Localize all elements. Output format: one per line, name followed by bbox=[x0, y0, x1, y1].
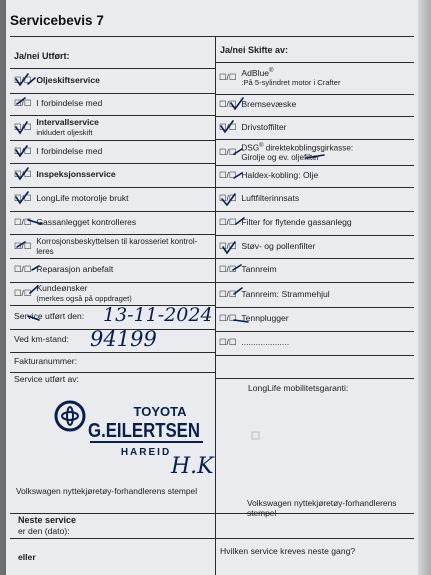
row-rule bbox=[215, 235, 414, 236]
item-sublabel: leres bbox=[36, 246, 54, 256]
item-label: Tennplugger bbox=[241, 313, 289, 324]
checkbox-pair[interactable]: ☐/☐ bbox=[14, 122, 32, 133]
item-sublabel: Girolje og ev. oljefilter bbox=[241, 152, 320, 162]
toyota-logo-icon bbox=[56, 402, 84, 430]
checklist-row bbox=[14, 165, 214, 185]
item-label: Drivstoffilter bbox=[241, 121, 287, 132]
item-sublabel: :På 5-sylindret motor i Crafter bbox=[241, 78, 341, 88]
right-stamp-caption bbox=[247, 497, 413, 521]
checkbox-pair[interactable]: ☐/☐ bbox=[219, 337, 237, 348]
checkbox-pair[interactable]: ☐/☐ bbox=[14, 264, 32, 275]
left-stamp-caption bbox=[16, 485, 212, 499]
next-service-header: Neste service bbox=[18, 514, 77, 525]
item-label: Filter for flytende gassanlegg bbox=[241, 217, 352, 228]
which-service-row bbox=[220, 545, 412, 559]
checkbox-pair[interactable]: ☐/☐ bbox=[219, 240, 237, 251]
row-rule bbox=[215, 94, 414, 95]
row-rule bbox=[215, 258, 414, 259]
row-rule bbox=[215, 62, 414, 63]
checkbox-pair[interactable]: ☐/☐ bbox=[219, 288, 237, 299]
item-label: I forbindelse med bbox=[36, 98, 103, 109]
checklist-row bbox=[219, 237, 413, 256]
page-title: Servicebevis 7 bbox=[10, 13, 104, 28]
item-label: Intervallservice bbox=[36, 117, 99, 128]
checklist-row bbox=[14, 95, 214, 113]
item-label: Haldex-kobling: Olje bbox=[241, 170, 319, 181]
dealer-stamp bbox=[48, 396, 214, 479]
item-label: Tannreim: Strammehjul bbox=[241, 288, 330, 299]
or-row bbox=[18, 552, 98, 564]
item-label: Tannreim bbox=[241, 264, 277, 275]
item-label: Inspeksjonsservice bbox=[36, 169, 116, 180]
checklist-row bbox=[219, 118, 413, 137]
checkbox-pair[interactable]: ☐/☐ bbox=[14, 217, 32, 228]
item-label: .................... bbox=[241, 337, 290, 348]
checklist-row bbox=[219, 309, 413, 329]
item-label: AdBlue bbox=[241, 67, 270, 78]
item-label: Kundeønsker bbox=[36, 282, 88, 293]
service-date-value[interactable]: 13-11-2024 bbox=[103, 304, 213, 326]
item-superscript: ® bbox=[259, 142, 264, 149]
page-edge bbox=[418, 0, 431, 575]
row-rule bbox=[10, 140, 215, 141]
item-sublabel: (merkes også på oppdraget) bbox=[36, 293, 132, 303]
which-service-label: Hvilken service kreves neste gang? bbox=[220, 546, 356, 557]
checklist-row bbox=[219, 284, 413, 305]
row-rule bbox=[10, 163, 215, 164]
item-label-rest: direktekoblingsgirkasse: bbox=[263, 143, 354, 153]
checkbox-pair[interactable]: ☐/☐ bbox=[14, 146, 32, 157]
checkbox-pair[interactable]: ☐/☐ bbox=[14, 193, 32, 204]
table-top-rule bbox=[10, 36, 414, 37]
checkbox-pair[interactable]: ☐/☐ bbox=[14, 287, 32, 298]
item-label: Støv- og pollenfilter bbox=[241, 240, 316, 251]
row-rule bbox=[215, 165, 414, 166]
stamp-town: HAREID bbox=[120, 447, 172, 458]
service-by-row bbox=[14, 373, 214, 387]
item-label: Korrosjonsbeskyttelsen til karosseriet kontrol- bbox=[36, 237, 198, 247]
row-rule bbox=[215, 211, 414, 212]
item-label: LongLife motorolje brukt bbox=[36, 193, 129, 204]
checklist-row bbox=[219, 167, 413, 185]
row-rule bbox=[215, 139, 414, 140]
stamp-signature: H.K bbox=[171, 454, 214, 479]
item-label: Luftfilterinnsats bbox=[241, 193, 300, 204]
checkbox-pair[interactable]: ☐/☐ bbox=[14, 98, 32, 109]
checklist-row bbox=[14, 213, 214, 233]
row-rule bbox=[215, 282, 414, 283]
checkbox-pair[interactable]: ☐/☐ bbox=[219, 264, 237, 275]
invoice-label: Fakturanummer: bbox=[14, 356, 78, 367]
row-rule bbox=[10, 93, 215, 94]
faint-checkbox-icon bbox=[252, 432, 259, 439]
checkbox-pair[interactable]: ☐/☐ bbox=[14, 75, 32, 86]
checklist-row bbox=[14, 142, 214, 162]
item-sublabel: inkludert oljeskift bbox=[36, 128, 93, 137]
checklist-row bbox=[219, 333, 413, 353]
checklist-row bbox=[219, 96, 413, 114]
item-label: DSG bbox=[241, 143, 260, 153]
checkbox-pair[interactable]: ☐/☐ bbox=[219, 72, 237, 83]
checklist-row bbox=[219, 260, 413, 280]
row-rule bbox=[215, 187, 414, 188]
service-certificate-page bbox=[6, 0, 418, 575]
or-label: eller bbox=[18, 552, 36, 563]
next-date-label: er den (dato): bbox=[18, 526, 70, 537]
stamp-brand: TOYOTA bbox=[133, 404, 187, 419]
row-rule bbox=[215, 355, 414, 356]
item-label: Bremsevæske bbox=[241, 99, 297, 110]
checkbox-pair[interactable]: ☐/☐ bbox=[219, 313, 237, 324]
longlife-label: LongLife mobilitetsgaranti: bbox=[248, 383, 349, 394]
row-rule bbox=[10, 352, 215, 353]
row-rule bbox=[10, 115, 215, 116]
checklist-row bbox=[14, 117, 214, 139]
invoice-row bbox=[14, 354, 214, 370]
left-column-header: Ja/nei Utført: bbox=[14, 50, 70, 61]
service-date-label: Service utført den: bbox=[14, 311, 85, 322]
checklist-row bbox=[14, 236, 214, 257]
dealer-stamp-label-right: Volkswagen nyttekjøretøy-forhandlerens stempel bbox=[247, 498, 397, 518]
row-rule bbox=[10, 187, 215, 188]
checkbox-pair[interactable]: ☐/☐ bbox=[219, 146, 237, 157]
longlife-row bbox=[248, 381, 412, 397]
checklist-row bbox=[219, 141, 413, 164]
row-rule bbox=[10, 211, 215, 212]
checklist-row bbox=[14, 260, 214, 280]
row-rule bbox=[215, 116, 414, 117]
checklist-row bbox=[14, 283, 214, 304]
checkbox-pair[interactable]: ☐/☐ bbox=[219, 99, 237, 110]
row-rule bbox=[215, 331, 414, 332]
item-label: Reparasjon anbefalt bbox=[36, 264, 114, 275]
checkbox-pair[interactable]: ☐/☐ bbox=[14, 240, 32, 251]
item-label: I forbindelse med bbox=[36, 146, 103, 157]
checklist-row bbox=[219, 64, 413, 92]
checkbox-pair[interactable]: ☐/☐ bbox=[219, 170, 237, 181]
checklist-row bbox=[14, 189, 214, 209]
row-rule bbox=[10, 258, 215, 259]
checklist-row bbox=[219, 213, 413, 233]
row-rule bbox=[10, 234, 215, 235]
stamp-dealer-name: G.EILERTSEN bbox=[88, 420, 200, 442]
item-superscript: ® bbox=[269, 67, 274, 74]
item-label: Gassanlegget kontrolleres bbox=[36, 217, 137, 228]
service-by-label: Service utført av: bbox=[14, 374, 79, 385]
checkbox-pair[interactable]: ☐/☐ bbox=[219, 193, 237, 204]
checkbox-pair[interactable]: ☐/☐ bbox=[14, 169, 32, 180]
row-rule bbox=[10, 68, 215, 69]
next-date-row bbox=[18, 526, 214, 538]
dealer-stamp-label: Volkswagen nyttekjøretøy-forhandlerens stempel bbox=[16, 486, 198, 497]
km-value[interactable]: 94199 bbox=[90, 327, 157, 351]
km-label: Ved km-stand: bbox=[14, 334, 69, 345]
row-rule bbox=[215, 307, 414, 308]
row-rule bbox=[215, 378, 414, 379]
row-rule bbox=[10, 538, 414, 539]
checkbox-pair[interactable]: ☐/☐ bbox=[219, 217, 237, 228]
item-label: Oljeskiftservice bbox=[36, 75, 100, 86]
checklist-row bbox=[219, 189, 413, 209]
checkbox-pair[interactable]: ☐/☐ bbox=[219, 121, 237, 132]
right-column-header: Ja/nei Skifte av: bbox=[220, 44, 289, 55]
checklist-row bbox=[14, 71, 214, 91]
